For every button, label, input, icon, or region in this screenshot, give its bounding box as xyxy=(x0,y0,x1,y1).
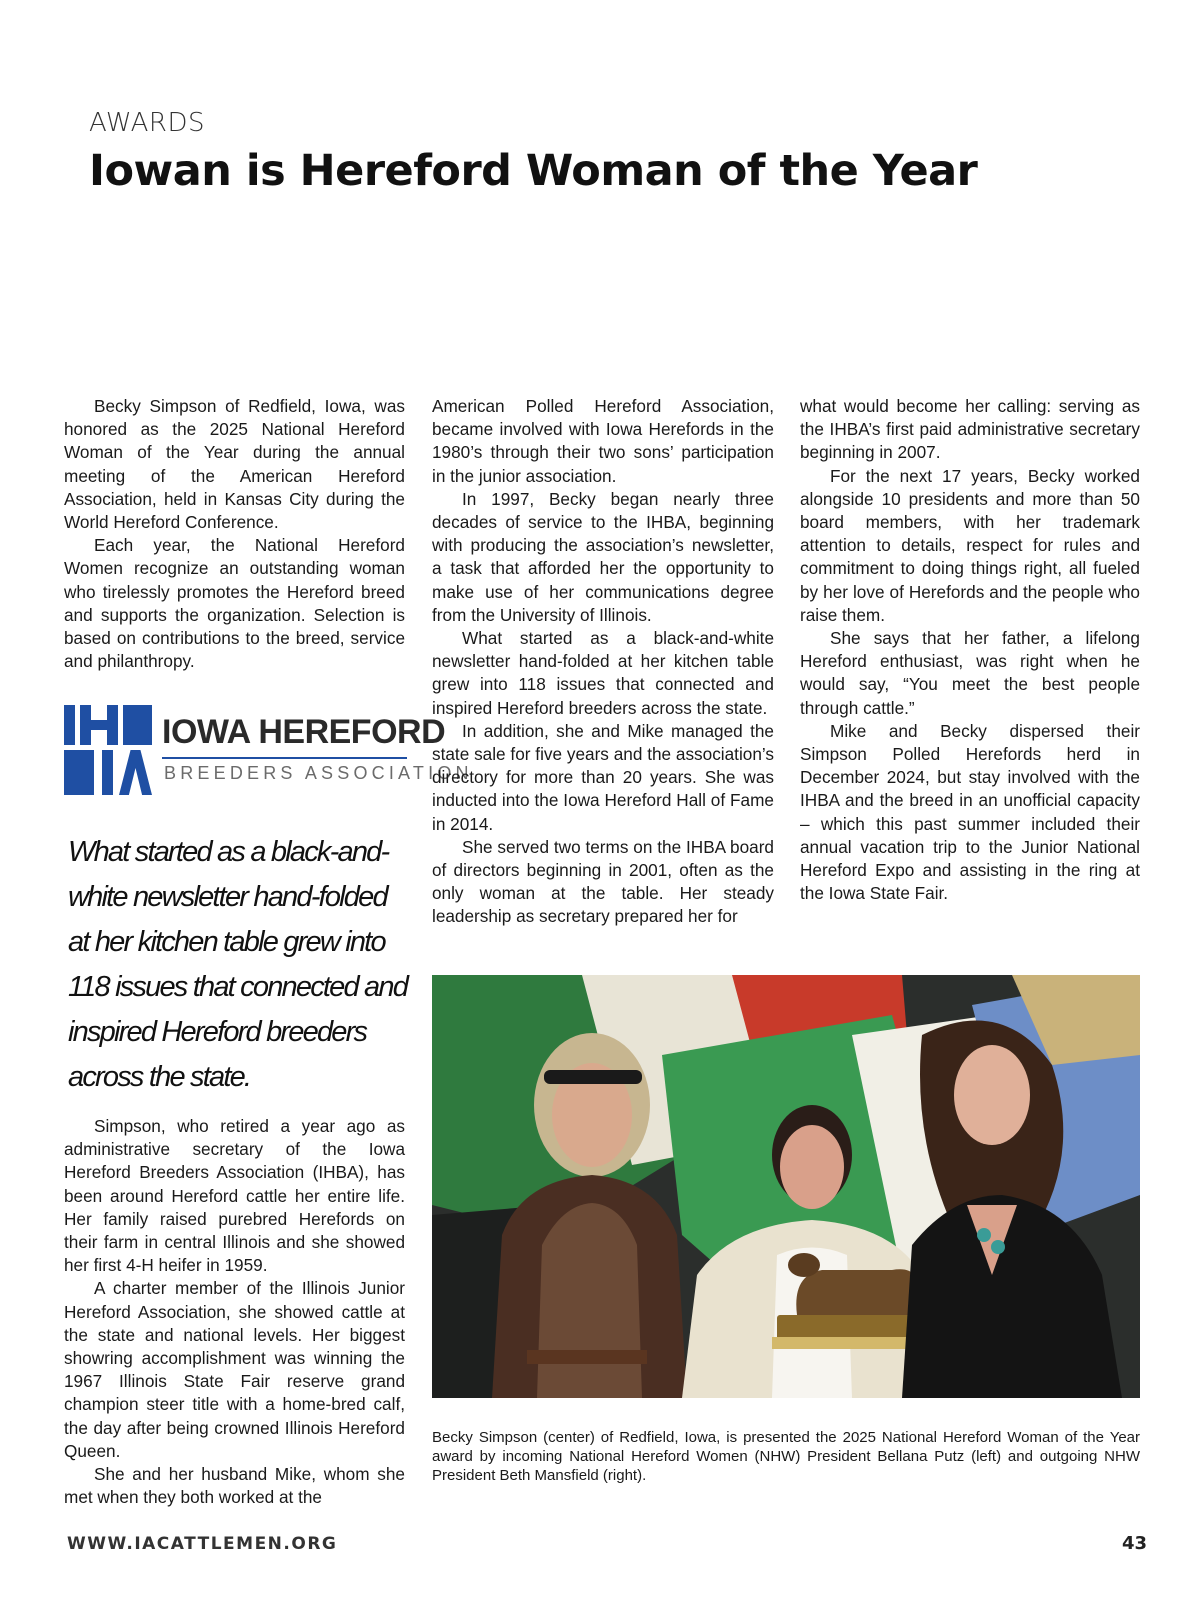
paragraph: what would become her calling: serving as the IHBA’s first paid administrative secretary beginning in 2007. xyxy=(800,396,1140,463)
paragraph: Simpson, who retired a year ago as administrative secretary of the Iowa Hereford Breeders Association (IHBA), has been around Hereford cattle her entire life. Her family raised purebred Herefords on their farm in central Illinois and she showed her first 4-H heifer in 1959. xyxy=(64,1116,405,1276)
photo-caption: Becky Simpson (center) of Redfield, Iowa, is presented the 2025 National Hereford Woman of the Year award by incoming National Hereford Women (NHW) President Bellana Putz (left) and outgoing NHW President Beth Mansfield (right). xyxy=(432,1429,1140,1484)
paragraph: A charter member of the Illinois Junior Hereford Association, she showed cattle at the state and national levels. Her biggest showring accomplishment was winning the 1967 Illinois State Fair reserve grand champion steer title with a home-bred calf, the day after being crowned Illinois Hereford Queen. xyxy=(64,1278,405,1461)
pull-quote: What started as a black-and-white newsletter hand-folded at her kitchen table grew into 118 issues that connected and inspired Hereford breeders across the state. xyxy=(68,836,408,1093)
paragraph: For the next 17 years, Becky worked alongside 10 presidents and more than 50 board members, with her trademark attention to details, respect for rules and commitment to doing things right, all fueled by her love of Herefords and the people who raise them. xyxy=(800,465,1140,625)
footer-url[interactable]: WWW.IACATTLEMEN.ORG xyxy=(67,1534,338,1554)
paragraph: She served two terms on the IHBA board of directors beginning in 2001, often as the only woman at the table. Her steady leadership as secretary prepared her for xyxy=(432,836,774,927)
ihba-logo xyxy=(64,705,473,795)
logo-subtitle: BREEDERS ASSOCIATION xyxy=(164,763,473,783)
logo-divider xyxy=(162,757,407,759)
paragraph: Becky Simpson of Redfield, Iowa, was honored as the 2025 National Hereford Woman of the Year during the annual meeting of the American Hereford Association, held in Kansas City during the World Hereford Conference. xyxy=(64,396,405,533)
page-number: 43 xyxy=(1121,1533,1147,1554)
article-column-2 xyxy=(432,395,774,929)
paragraph: American Polled Hereford Association, became involved with Iowa Herefords in the 1980’s through their two sons’ participation in the junior association. xyxy=(432,396,774,486)
paragraph: She and her husband Mike, whom she met when they both worked at the xyxy=(64,1464,405,1508)
paragraph: She says that her father, a lifelong Hereford enthusiast, was right when he would say, “You meet the best people through cattle.” xyxy=(800,628,1140,718)
section-label: AWARDS xyxy=(89,108,206,138)
logo-mark xyxy=(64,705,152,795)
paragraph: In 1997, Becky began nearly three decades of service to the IHBA, beginning with producing the association’s newsletter, a task that afforded her the opportunity to make use of her communications degree from the University of Illinois. xyxy=(432,488,774,625)
paragraph: In addition, she and Mike managed the state sale for five years and the association’s directory for more than 20 years. She was inducted into the Iowa Hereford Hall of Fame in 2014. xyxy=(432,720,774,834)
page-title: Iowan is Hereford Woman of the Year xyxy=(89,146,978,196)
article-column-3 xyxy=(800,395,1140,905)
logo-name: IOWA HEREFORD xyxy=(162,713,446,751)
article-column-1-top xyxy=(64,395,405,673)
article-column-1-bottom xyxy=(64,1115,405,1509)
award-photo xyxy=(432,975,1140,1398)
paragraph: Each year, the National Hereford Women recognize an outstanding woman who tirelessly promotes the Hereford breed and supports the organization. Selection is based on contributions to the breed, service and philanthropy. xyxy=(64,535,405,672)
paragraph: Mike and Becky dispersed their Simpson Polled Herefords herd in December 2024, but stay involved with the IHBA and the breed in an unofficial capacity – which this past summer included their annual vacation trip to the Junior National Hereford Expo and assisting in the ring at the Iowa State Fair. xyxy=(800,720,1140,904)
paragraph: What started as a black-and-white newsletter hand-folded at her kitchen table grew into 118 issues that connected and inspired Hereford breeders across the state. xyxy=(432,628,774,718)
